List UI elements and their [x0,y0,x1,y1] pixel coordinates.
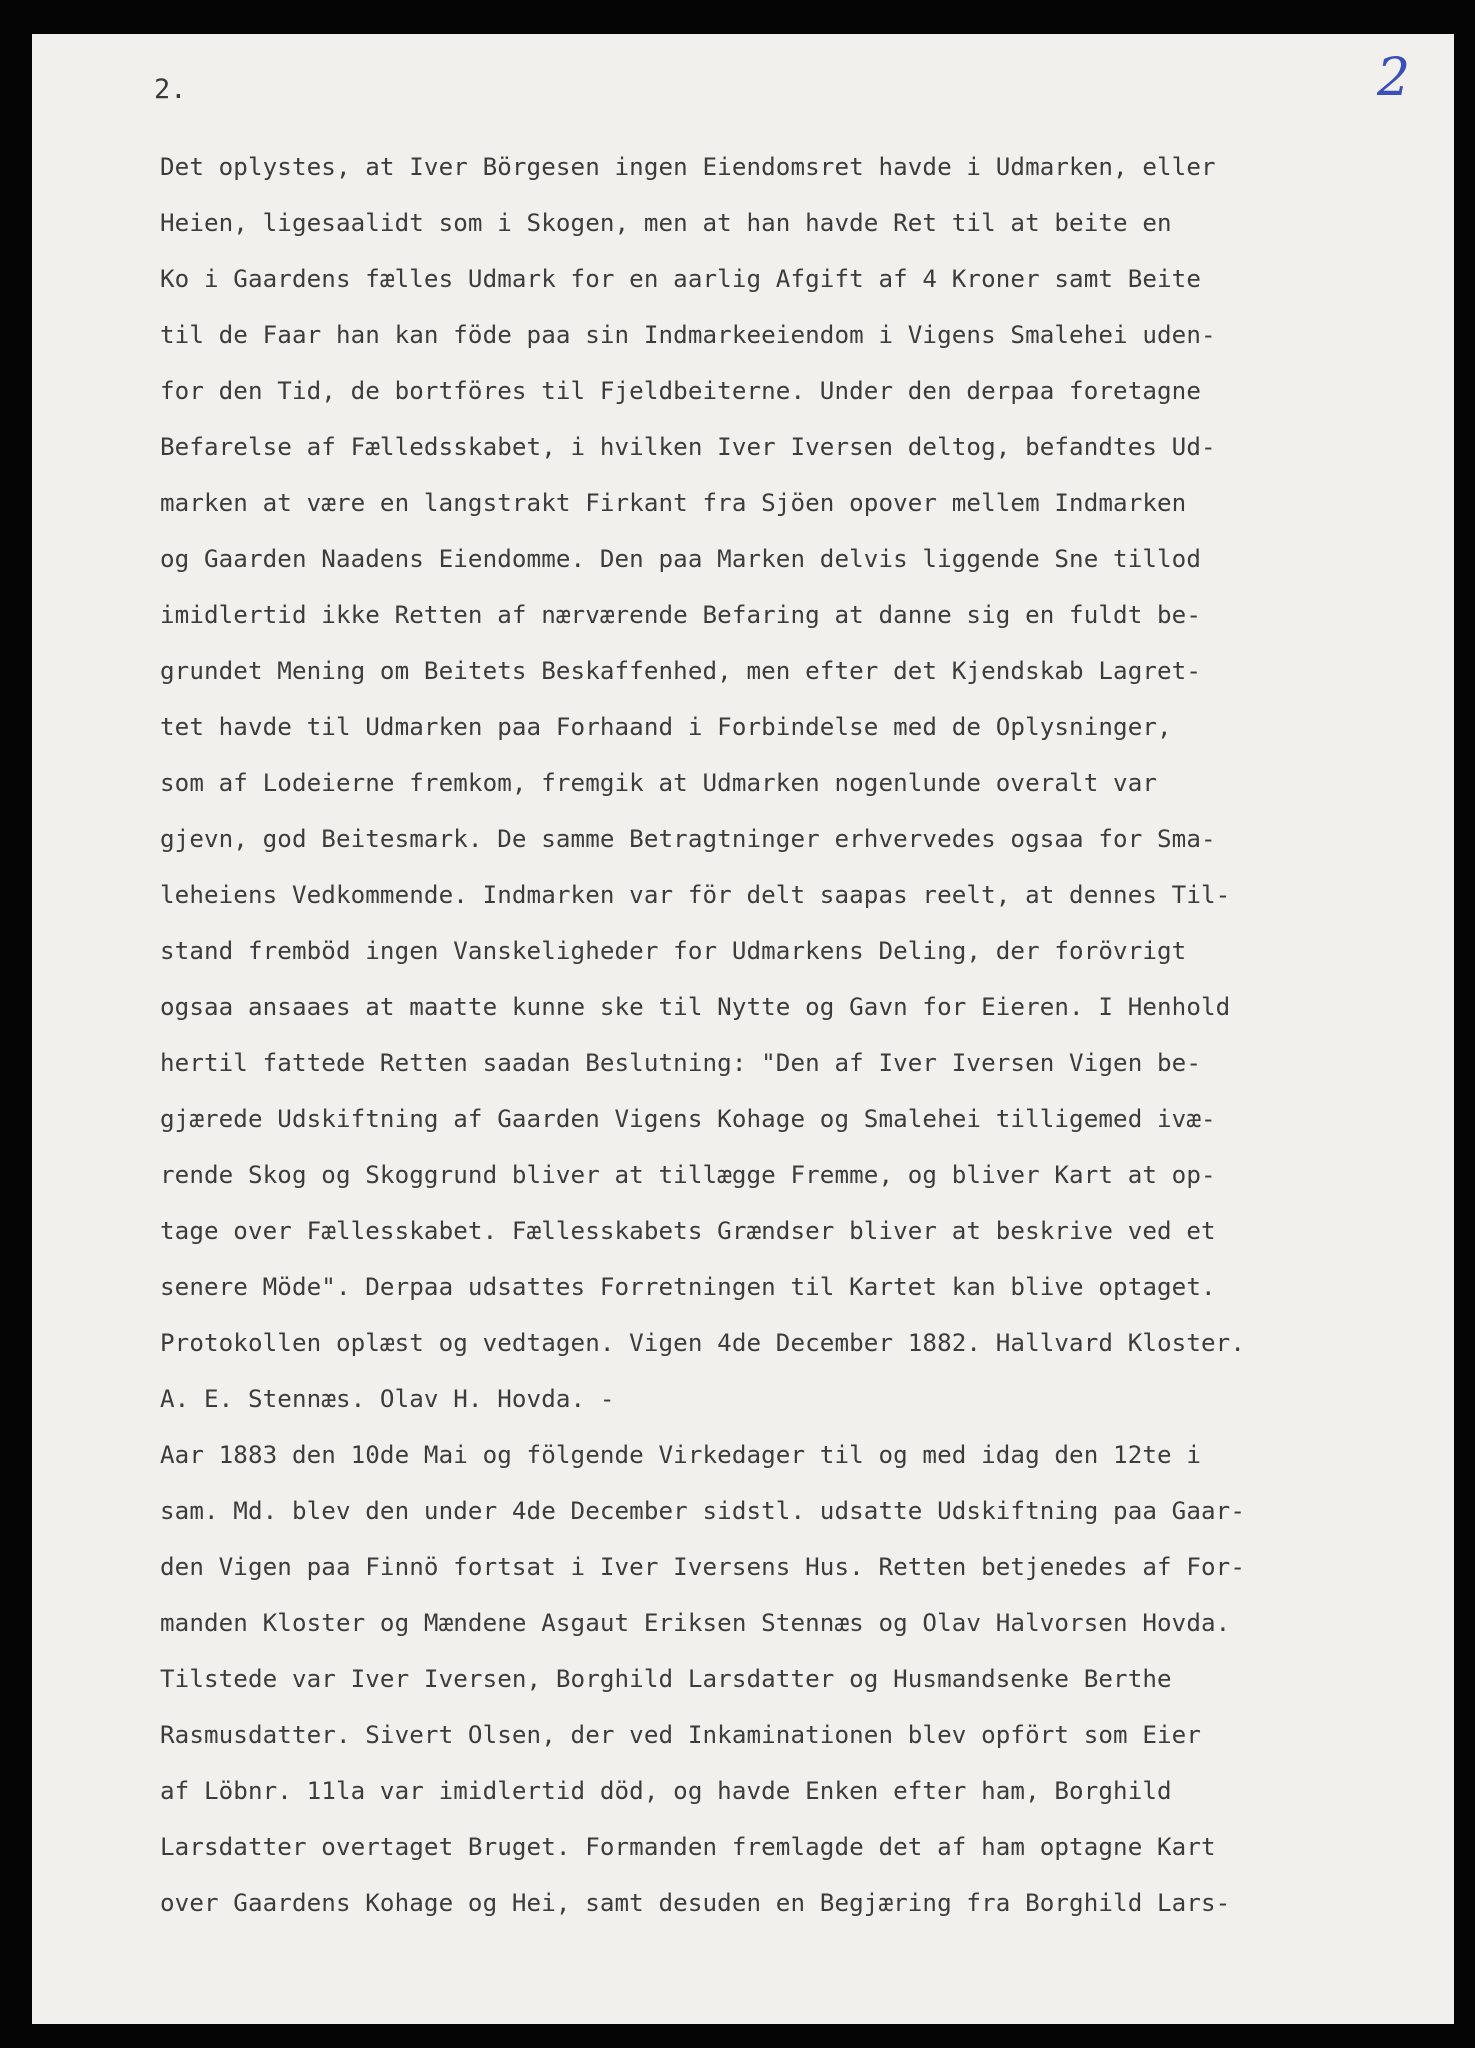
text-line: Rasmusdatter. Sivert Olsen, der ved Inkaminationen blev opfört som Eier [160,1721,1202,1749]
text-line: gjevn, god Beitesmark. De samme Betragtninger erhvervedes ogsaa for Sma- [160,825,1216,853]
text-line: gjærede Udskiftning af Gaarden Vigens Kohage og Smalehei tilligemed ivæ- [160,1105,1216,1133]
typed-text-body [32,34,1454,2024]
text-line: af Löbnr. 11la var imidlertid död, og havde Enken efter ham, Borghild [160,1777,1172,1805]
text-line: stand fremböd ingen Vanskeligheder for Udmarkens Deling, der forövrigt [160,937,1187,965]
text-line: Tilstede var Iver Iversen, Borghild Larsdatter og Husmandsenke Berthe [160,1665,1172,1693]
text-line: Ko i Gaardens fælles Udmark for en aarlig Afgift af 4 Kroner samt Beite [160,265,1202,293]
page-number: 2. [154,74,187,105]
text-line: Befarelse af Fælledsskabet, i hvilken Iver Iversen deltog, befandtes Ud- [160,433,1216,461]
text-line: ogsaa ansaaes at maatte kunne ske til Nytte og Gavn for Eieren. I Henhold [160,993,1231,1021]
text-line: tet havde til Udmarken paa Forhaand i Forbindelse med de Oplysninger, [160,713,1172,741]
text-line: Protokollen oplæst og vedtagen. Vigen 4de December 1882. Hallvard Kloster. [160,1329,1245,1357]
text-line: og Gaarden Naadens Eiendomme. Den paa Marken delvis liggende Sne tillod [160,545,1202,573]
text-line: til de Faar han kan föde paa sin Indmarkeeiendom i Vigens Smalehei uden- [160,321,1216,349]
text-line: grundet Mening om Beitets Beskaffenhed, men efter det Kjendskab Lagret- [160,657,1202,685]
text-line: Aar 1883 den 10de Mai og fölgende Virkedager til og med idag den 12te i [160,1441,1202,1469]
text-line: den Vigen paa Finnö fortsat i Iver Iversens Hus. Retten betjenedes af For- [160,1553,1245,1581]
text-line: rende Skog og Skoggrund bliver at tillægge Fremme, og bliver Kart at op- [160,1161,1216,1189]
text-line: leheiens Vedkommende. Indmarken var för delt saapas reelt, at dennes Til- [160,881,1231,909]
text-line: manden Kloster og Mændene Asgaut Eriksen Stennæs og Olav Halvorsen Hovda. [160,1609,1231,1637]
text-line: sam. Md. blev den under 4de December sidstl. udsatte Udskiftning paa Gaar- [160,1497,1245,1525]
text-line: marken at være en langstrakt Firkant fra Sjöen opover mellem Indmarken [160,489,1187,517]
text-line: A. E. Stennæs. Olav H. Hovda. - [160,1385,615,1413]
text-line: tage over Fællesskabet. Fællesskabets Grændser bliver at beskrive ved et [160,1217,1216,1245]
text-line: for den Tid, de bortföres til Fjeldbeiterne. Under den derpaa foretagne [160,377,1202,405]
text-line: som af Lodeierne fremkom, fremgik at Udmarken nogenlunde overalt var [160,769,1158,797]
text-line: Larsdatter overtaget Bruget. Formanden fremlagde det af ham optagne Kart [160,1833,1216,1861]
text-line: hertil fattede Retten saadan Beslutning: "Den af Iver Iversen Vigen be- [160,1049,1202,1077]
text-line: over Gaardens Kohage og Hei, samt desuden en Begjæring fra Borghild Lars- [160,1889,1231,1917]
text-line: senere Möde". Derpaa udsattes Forretningen til Kartet kan blive optaget. [160,1273,1216,1301]
text-line: imidlertid ikke Retten af nærværende Befaring at danne sig en fuldt be- [160,601,1202,629]
archive-page-number: 2 [1377,48,1411,108]
text-line: Heien, ligesaalidt som i Skogen, men at han havde Ret til at beite en [160,209,1172,237]
document-page [32,34,1454,2024]
text-line: Det oplystes, at Iver Börgesen ingen Eiendomsret havde i Udmarken, eller [160,153,1216,181]
